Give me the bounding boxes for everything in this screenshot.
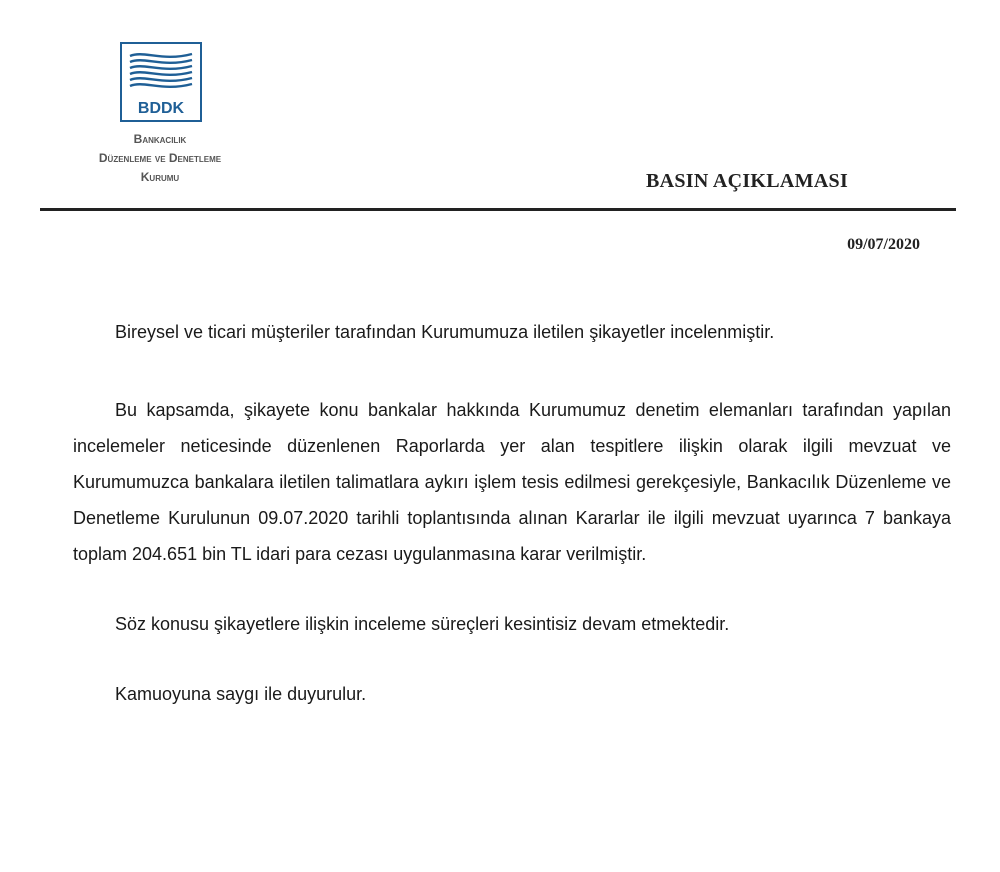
org-line-2: Düzenleme ve Denetleme [98, 151, 222, 165]
release-date: 09/07/2020 [847, 236, 920, 253]
paragraph-3: Söz konusu şikayetlere ilişkin inceleme süreçleri kesintisiz devam etmektedir. [115, 614, 730, 634]
header-divider [40, 208, 956, 211]
press-release-body [73, 314, 951, 712]
paragraph-2: Bu kapsamda, şikayete konu bankalar hakkında Kurumumuz denetim elemanları tarafından yapılan incelemeler neticesinde düzenlenen Raporlarda yer alan tespitlere ilişkin olarak ilgili mevzuat ve Kurumumuzca bankalara iletilen talimatlara aykırı işlem tesis edilmesi gerekçesiyle, Bankacılık Düzenleme ve Denetleme Kurulunun 09.07.2020 tarihli toplantısında alınan Kararlar ile ilgili mevzuat uyarınca 7 bankaya toplam 204.651 bin TL idari para cezası uygulanmasına karar verilmiştir. [73, 400, 951, 564]
press-release-title: BASIN AÇIKLAMASI [646, 170, 849, 192]
paragraph-4: Kamuoyuna saygı ile duyurulur. [115, 684, 367, 704]
org-line-3: Kurumu [140, 170, 180, 184]
organization-name [60, 130, 260, 187]
org-line-1: Bankacılık [133, 132, 187, 146]
paragraph-1: Bireysel ve ticari müşteriler tarafından Kurumumuza iletilen şikayetler incelenmiştir. [115, 322, 775, 342]
bddk-logo [120, 42, 202, 122]
logo-text: BDDK [137, 100, 185, 117]
